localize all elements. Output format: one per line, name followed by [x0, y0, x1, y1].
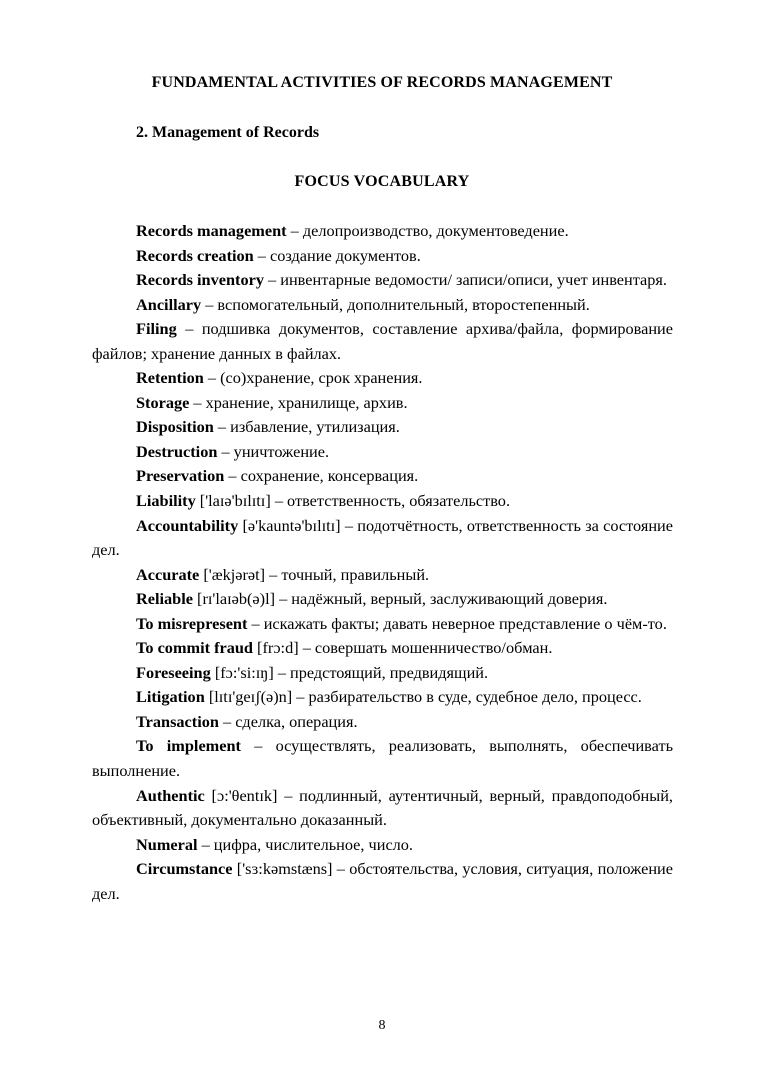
vocabulary-term: Authentic: [136, 785, 205, 805]
vocabulary-term: Storage: [136, 392, 190, 412]
vocabulary-term: Foreseeing: [136, 662, 211, 682]
vocabulary-entry: [92, 563, 673, 588]
vocabulary-entry: [92, 366, 673, 391]
vocabulary-definition: – хранение, хранилище, архив.: [189, 392, 408, 412]
vocabulary-entry: [92, 391, 673, 416]
vocabulary-entry: [92, 710, 673, 735]
vocabulary-definition: – цифра, числительное, число.: [197, 834, 414, 854]
vocabulary-entry: [92, 440, 673, 465]
vocabulary-entry: [92, 514, 673, 563]
vocabulary-entry: [92, 587, 673, 612]
vocabulary-term: Filing: [136, 319, 177, 339]
vocabulary-definition: – сохранение, консервация.: [224, 466, 419, 486]
vocabulary-term: Reliable: [136, 589, 193, 609]
vocabulary-term: Records creation: [136, 245, 254, 265]
vocabulary-list: [92, 219, 673, 906]
page-number: 8: [378, 1018, 386, 1033]
vocabulary-term: Records management: [136, 221, 287, 240]
vocabulary-term: Accurate: [136, 564, 200, 584]
vocabulary-term: To implement: [136, 736, 241, 756]
vocabulary-heading: FOCUS VOCABULARY: [294, 173, 470, 190]
vocabulary-term: Records inventory: [136, 270, 264, 290]
vocabulary-entry: [92, 636, 673, 661]
vocabulary-term: Ancillary: [136, 294, 202, 314]
vocabulary-entry: [92, 661, 673, 686]
vocabulary-term: Retention: [136, 368, 204, 388]
vocabulary-definition: – искажать факты; давать неверное представление о чём-то.: [247, 613, 667, 633]
vocabulary-definition: – подшивка документов, составление архива/файла, формирование файлов; хранение данных в файлах.: [92, 319, 673, 363]
vocabulary-definition: [ə'kauntə'bɪlɪtɪ] – подотчётность, ответственность за состояние дел.: [92, 515, 673, 560]
vocabulary-entry: [92, 734, 673, 783]
vocabulary-term: Accountability: [136, 515, 239, 535]
vocabulary-definition: ['sɜ:kəmstæns] – обстоятельства, условия, ситуация, положение дел.: [92, 859, 673, 903]
document-title: FUNDAMENTAL ACTIVITIES OF RECORDS MANAGEMENT: [151, 74, 613, 91]
vocabulary-definition: [ɔ:'θentɪk] – подлинный, аутентичный, верный, правдоподобный, объективный, документально доказанный.: [92, 785, 673, 830]
vocabulary-definition: [lɪtɪ'geɪʃ(ə)n] – разбирательство в суде, судебное дело, процесс.: [204, 687, 642, 707]
vocabulary-entry: [92, 268, 673, 293]
section-heading: 2. Management of Records: [136, 124, 320, 141]
vocabulary-term: To commit fraud: [136, 638, 253, 658]
vocabulary-term: Preservation: [136, 466, 225, 486]
vocabulary-entry: [92, 219, 673, 244]
vocabulary-entry: [92, 415, 673, 440]
vocabulary-definition: ['laɪə'bɪlɪtɪ] – ответственность, обязательство.: [195, 491, 511, 511]
vocabulary-entry: [92, 612, 673, 637]
vocabulary-entry: [92, 685, 673, 710]
vocabulary-entry: [92, 784, 673, 833]
vocabulary-entry: [92, 464, 673, 489]
vocabulary-definition: – сделка, операция.: [218, 711, 358, 731]
vocabulary-term: Destruction: [136, 441, 218, 461]
vocabulary-entry: [92, 244, 673, 269]
vocabulary-entry: [92, 293, 673, 318]
vocabulary-definition: – создание документов.: [253, 245, 421, 265]
vocabulary-definition: – вспомогательный, дополнительный, второстепенный.: [201, 294, 590, 314]
vocabulary-term: Litigation: [136, 687, 205, 707]
vocabulary-entry: [92, 489, 673, 514]
vocabulary-term: Numeral: [136, 834, 198, 854]
vocabulary-definition: – осуществлять, реализовать, выполнять, обеспечивать выполнение.: [92, 736, 673, 781]
vocabulary-term: Transaction: [136, 711, 219, 731]
vocabulary-term: To misrepresent: [136, 613, 248, 633]
vocabulary-definition: ['ækjərət] – точный, правильный.: [199, 564, 430, 584]
vocabulary-definition: [fɔ:'si:ɪŋ] – предстоящий, предвидящий.: [210, 662, 489, 682]
vocabulary-term: Disposition: [136, 417, 214, 437]
vocabulary-entry: [92, 317, 673, 366]
vocabulary-entry: [92, 857, 673, 906]
vocabulary-definition: – уничтожение.: [217, 441, 330, 461]
vocabulary-definition: [rɪ'laɪəb(ə)l] – надёжный, верный, заслуживающий доверия.: [192, 589, 608, 609]
vocabulary-definition: – инвентарные ведомости/ записи/описи, учет инвентаря.: [263, 270, 667, 290]
vocabulary-entry: [92, 833, 673, 858]
vocabulary-term: Liability: [136, 491, 196, 511]
vocabulary-definition: – избавление, утилизация.: [213, 417, 400, 437]
vocabulary-definition: – делопроизводство, документоведение.: [286, 221, 569, 240]
vocabulary-term: Circumstance: [136, 859, 233, 879]
vocabulary-definition: – (со)хранение, срок хранения.: [203, 368, 423, 388]
vocabulary-definition: [frɔ:d] – совершать мошенничество/обман.: [252, 638, 553, 658]
